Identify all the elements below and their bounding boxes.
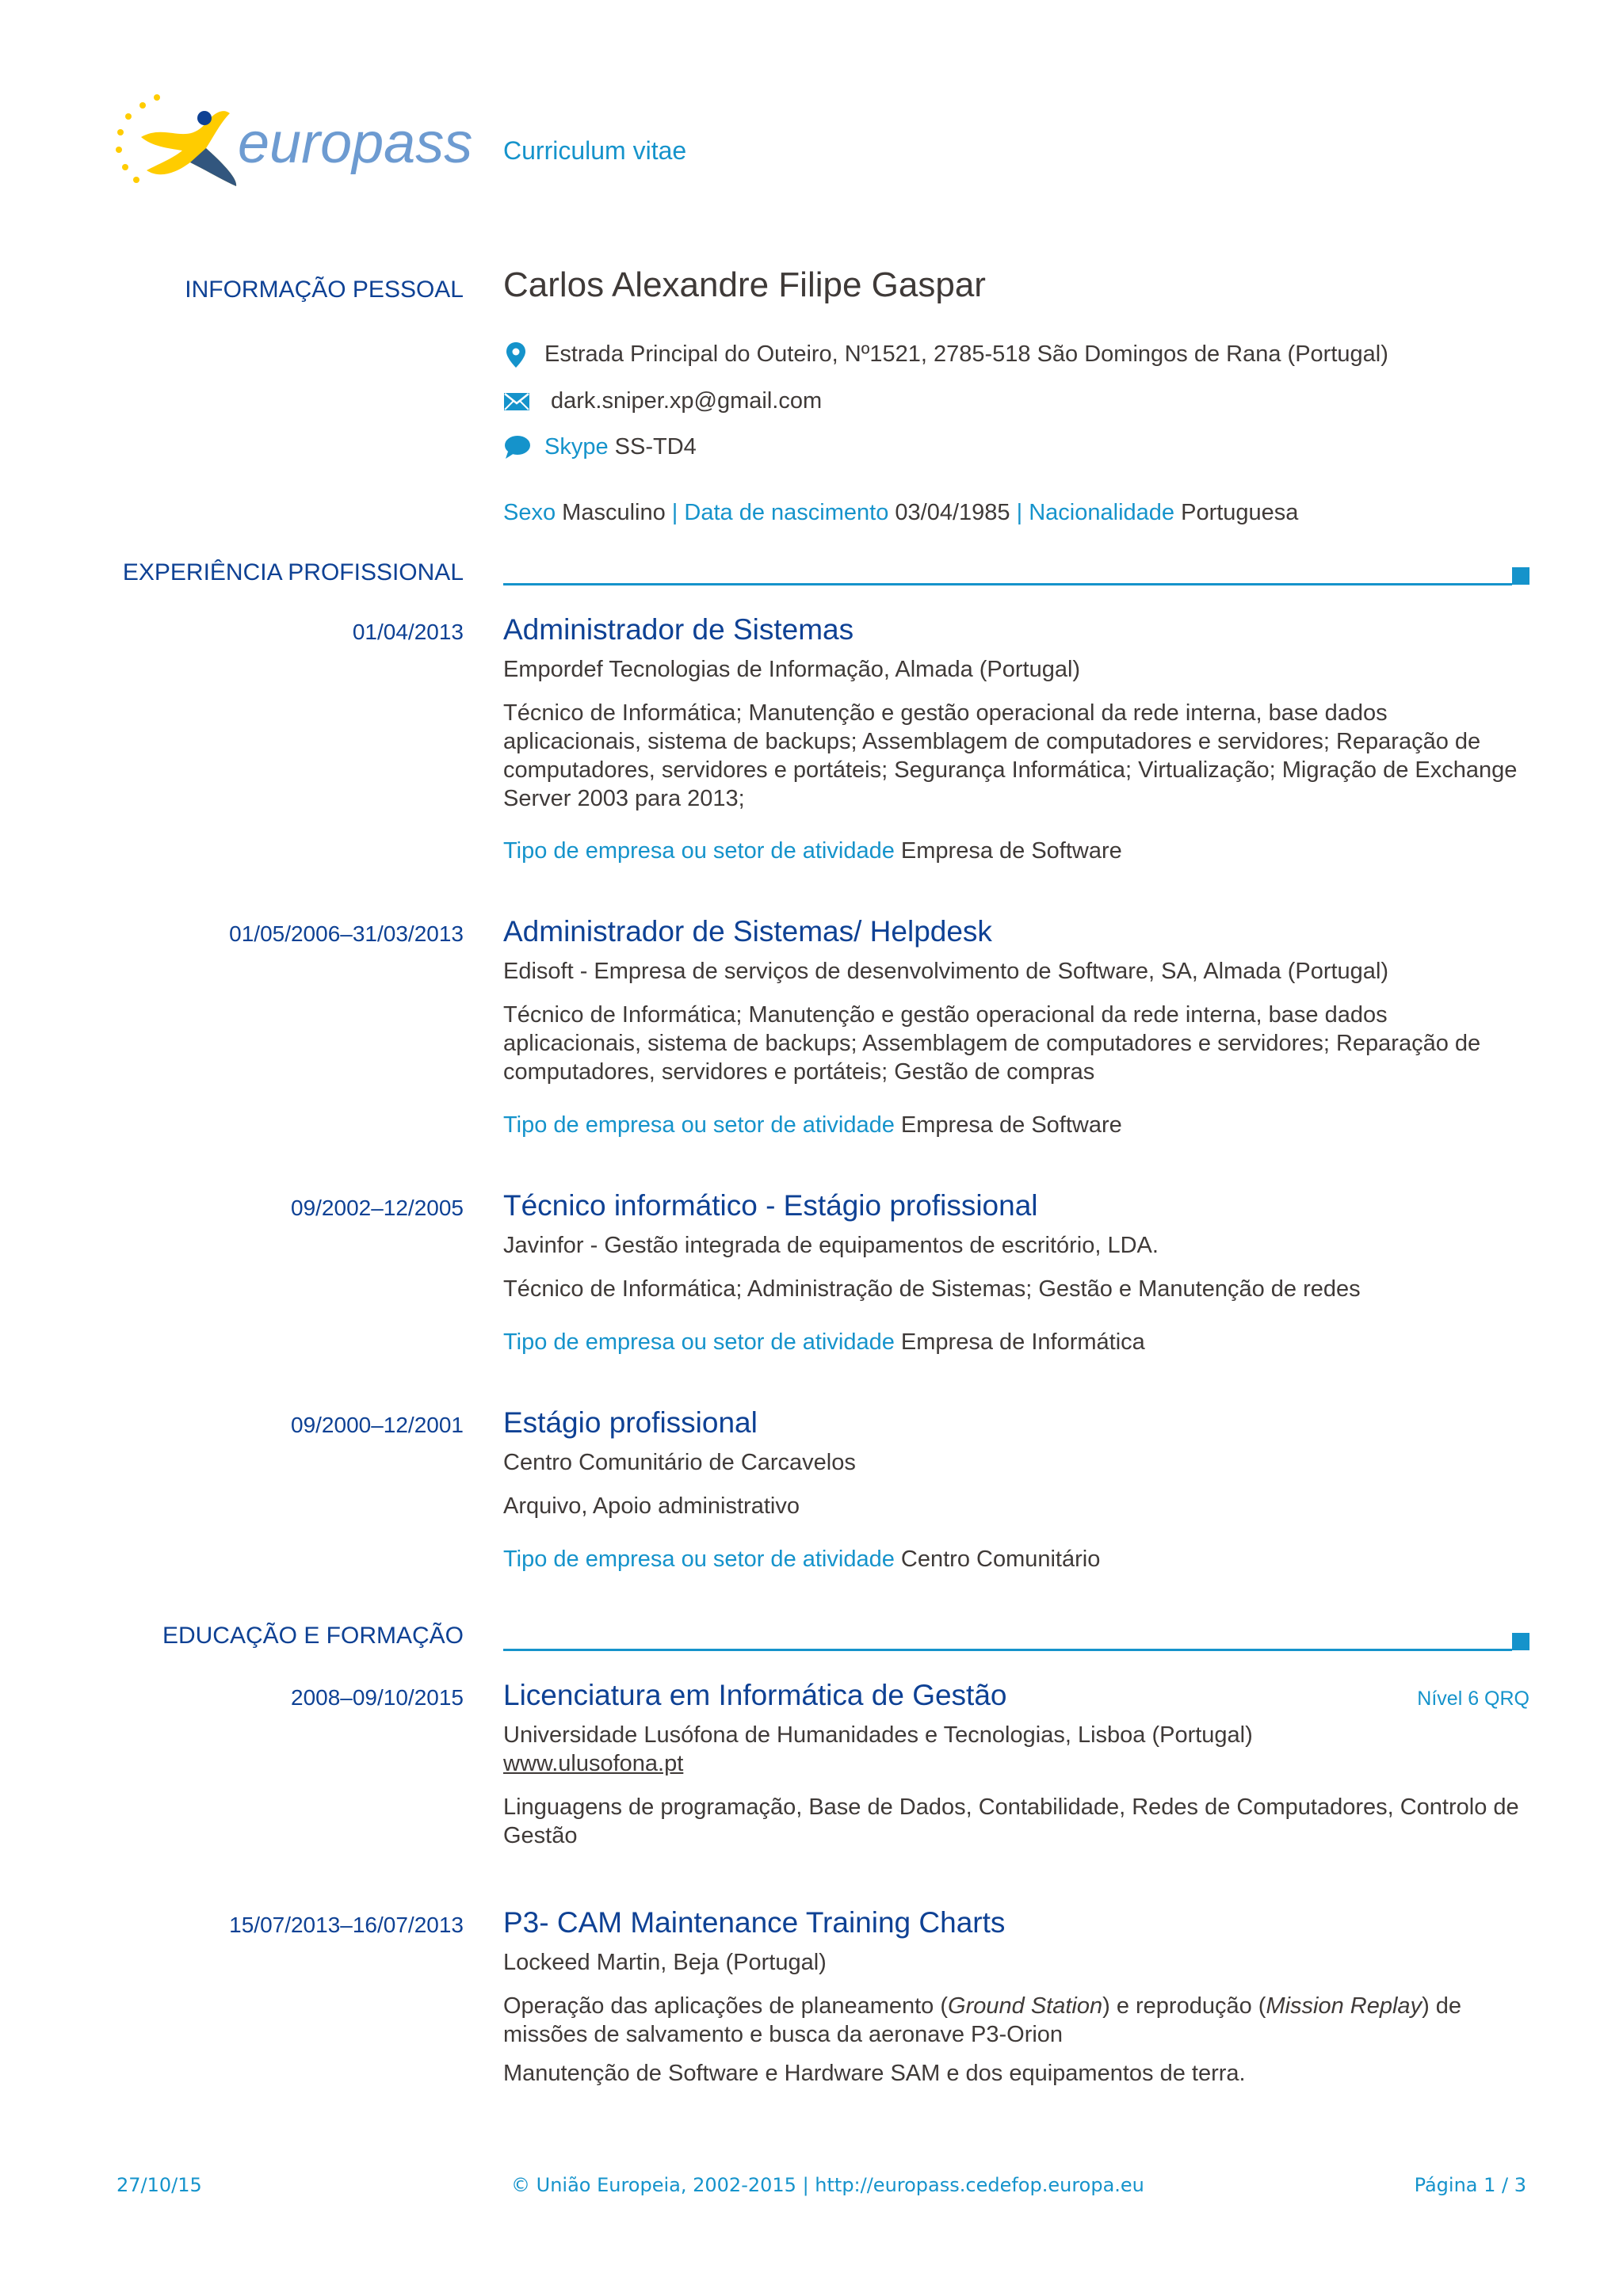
chat-bubble-icon [503,434,529,460]
section-divider [503,583,1512,585]
education-date: 15/07/2013–16/07/2013 [229,1913,464,1937]
job-date: 09/2002–12/2005 [291,1196,464,1220]
footer-copyright[interactable]: © União Europeia, 2002-2015 | http://europass.cedefop.europa.eu [511,2174,1144,2196]
skype-line [544,434,697,460]
education-title: P3- CAM Maintenance Training Charts [503,1906,1006,1939]
location-pin-icon [503,341,529,366]
personal-details-line [503,500,1298,526]
education-description [503,1992,1529,2049]
europass-logo-graphic [111,91,475,198]
footer-page-number: Página 1 / 3 [1414,2174,1526,2196]
job-employer: Javinfor - Gestão integrada de equipamentos de escritório, LDA. [503,1233,1159,1258]
description-italic: Mission Replay [1266,1993,1423,2019]
education-institution: Universidade Lusófona de Humanidades e Tecnologias, Lisboa (Portugal) [503,1722,1253,1748]
section-label-education: EDUCAÇÃO E FORMAÇÃO [162,1623,464,1649]
section-divider-square [1512,1633,1529,1650]
envelope-icon [503,391,529,417]
description-text: ) de missões de salvamento e busca da aeronave P3-Orion [503,1993,1462,2047]
job-sector-line [503,1329,1529,1356]
education-link-wrap [503,1751,1529,1777]
description-text: Operação das aplicações de planeamento ( [503,1993,949,2019]
education-institution: Lockeed Martin, Beja (Portugal) [503,1950,827,1975]
job-employer: Edisoft - Empresa de serviços de desenvolvimento de Software, SA, Almada (Portugal) [503,959,1389,984]
section-divider-square [1512,567,1529,585]
job-description: Técnico de Informática; Manutenção e gestão operacional da rede interna, base dados aplicacionais, sistema de backups; Assemblagem de computadores e servidores; Reparação de computadores, servidores e portáteis; Segurança Informática; Virtualização; Migração de Exchange Server 2003 para 2013; [503,700,1518,811]
job-sector-line [503,1112,1529,1138]
description-text: ) e reprodução ( [1102,1993,1266,2019]
skype-label: Skype [544,434,609,460]
education-link[interactable]: www.ulusofona.pt [503,1751,684,1776]
job-description: Técnico de Informática; Administração de Sistemas; Gestão e Manutenção de redes [503,1276,1361,1302]
job-description: Técnico de Informática; Manutenção e gestão operacional da rede interna, base dados aplicacionais, sistema de backups; Assemblagem de computadores e servidores; Reparação de computadores, servidores e portáteis; Gestão de compras [503,1002,1481,1085]
separator: | [1016,500,1023,525]
email-text[interactable]: dark.sniper.xp@gmail.com [551,388,823,414]
job-employer: Empordef Tecnologias de Informação, Almada (Portugal) [503,657,1081,682]
birth-value: 03/04/1985 [895,500,1010,525]
sector-value: Centro Comunitário [900,1547,1101,1572]
sex-value: Masculino [562,500,666,525]
education-date: 2008–09/10/2015 [291,1685,464,1710]
job-title: Técnico informático - Estágio profissional [503,1189,1038,1222]
job-sector-line [503,1547,1529,1573]
logo-wordmark: europass [238,112,473,175]
education-level: Nível 6 QRQ [1417,1688,1529,1710]
job-date: 09/2000–12/2001 [291,1413,464,1437]
sector-value: Empresa de Software [900,1112,1122,1138]
section-divider [503,1649,1512,1651]
nationality-value: Portuguesa [1181,500,1299,525]
sector-value: Empresa de Informática [900,1329,1145,1355]
job-description: Arquivo, Apoio administrativo [503,1493,800,1519]
sector-label: Tipo de empresa ou setor de atividade [503,1547,895,1572]
separator: | [671,500,678,525]
sector-label: Tipo de empresa ou setor de atividade [503,1112,895,1138]
person-name: Carlos Alexandre Filipe Gaspar [503,265,986,304]
address-text: Estrada Principal do Outeiro, Nº1521, 2785-518 São Domingos de Rana (Portugal) [544,341,1388,367]
job-sector-line [503,838,1529,864]
job-title: Administrador de Sistemas [503,613,854,646]
sector-label: Tipo de empresa ou setor de atividade [503,838,895,864]
job-date: 01/04/2013 [352,620,464,644]
job-date: 01/05/2006–31/03/2013 [229,921,464,946]
job-title: Estágio profissional [503,1406,758,1439]
section-label-personal: INFORMAÇÃO PESSOAL [185,277,464,303]
job-title: Administrador de Sistemas/ Helpdesk [503,915,992,948]
sector-value: Empresa de Software [900,838,1122,864]
nationality-label: Nacionalidade [1029,500,1175,525]
sector-label: Tipo de empresa ou setor de atividade [503,1329,895,1355]
education-title: Licenciatura em Informática de Gestão [503,1679,1007,1711]
skype-value: SS-TD4 [614,434,697,460]
education-description: Linguagens de programação, Base de Dados, Contabilidade, Redes de Computadores, Controlo de Gestão [503,1794,1519,1848]
education-description: Manutenção de Software e Hardware SAM e dos equipamentos de terra. [503,2061,1246,2086]
sex-label: Sexo [503,500,556,525]
birth-label: Data de nascimento [684,500,889,525]
europass-logo [111,91,475,198]
section-label-experience: EXPERIÊNCIA PROFISSIONAL [122,559,464,585]
description-italic: Ground Station [948,1993,1103,2019]
footer-date: 27/10/15 [116,2174,202,2196]
job-employer: Centro Comunitário de Carcavelos [503,1450,856,1475]
cv-title: Curriculum vitae [503,136,687,165]
